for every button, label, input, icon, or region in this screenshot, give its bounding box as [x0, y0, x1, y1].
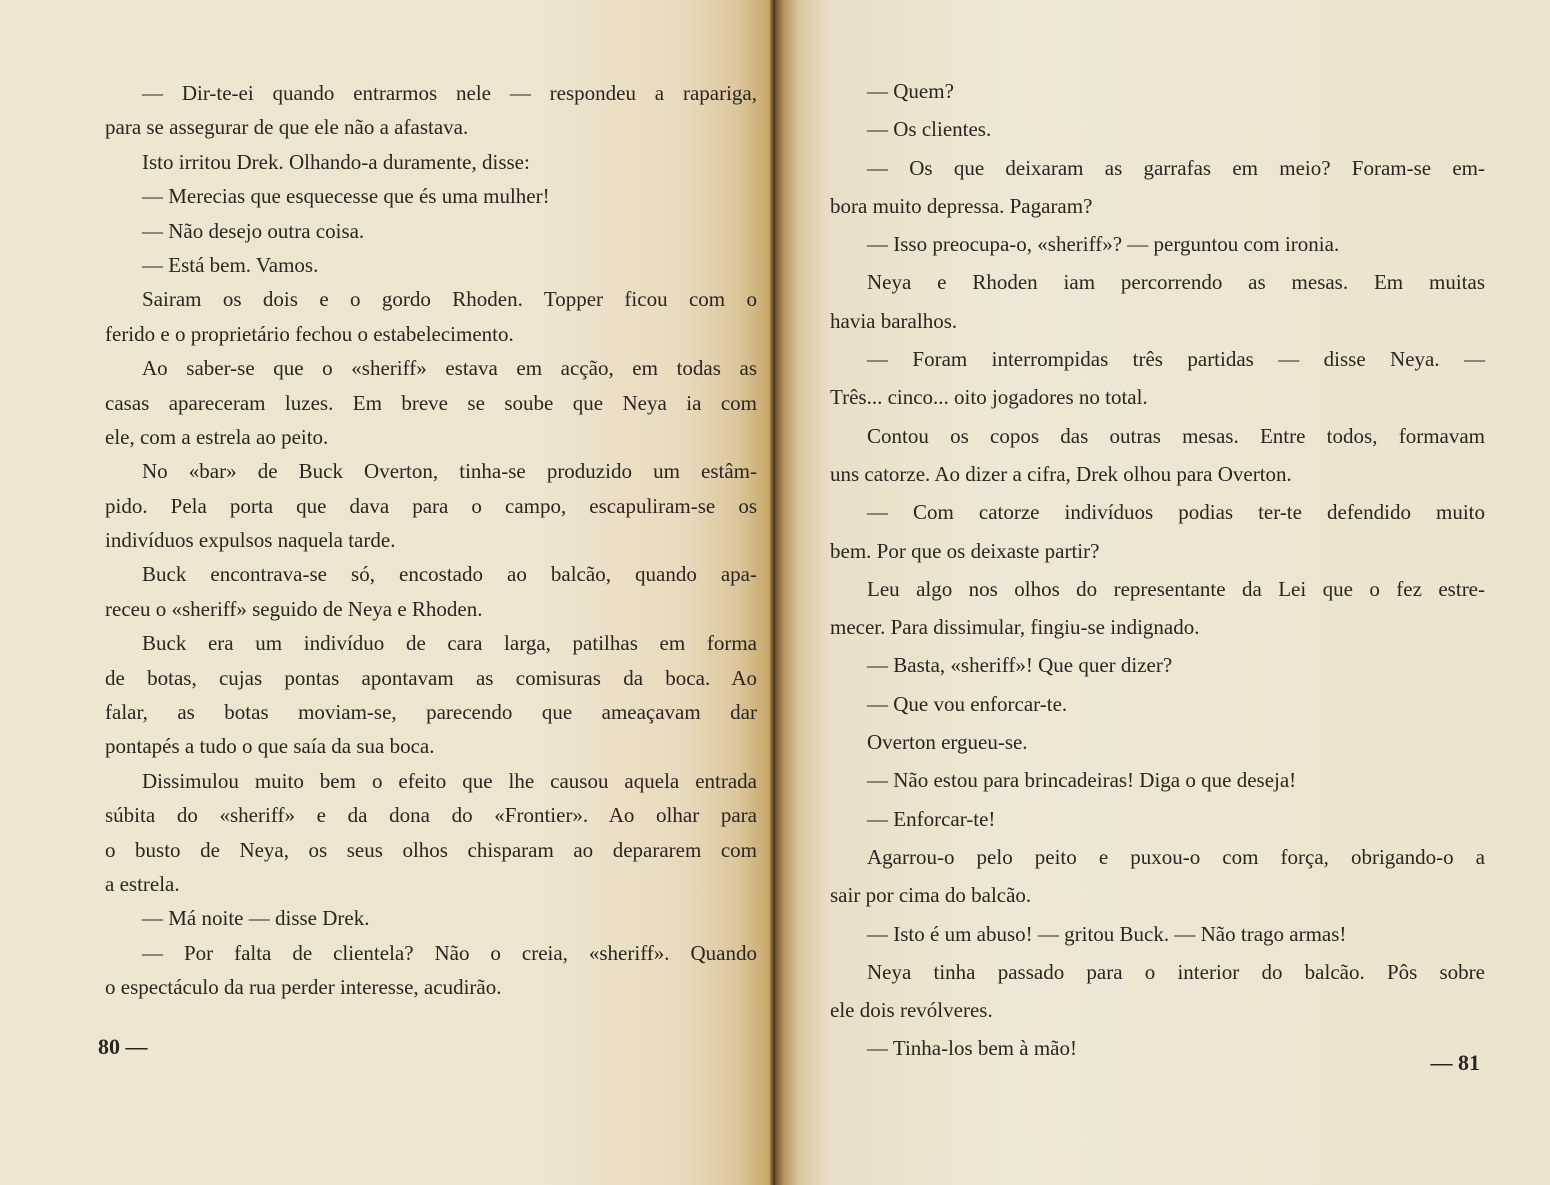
- text-line: pido. Pela porta que dava para o campo, escapuliram-se os: [105, 493, 757, 518]
- text-line: — Foram interrompidas três partidas — disse Neya. —: [867, 347, 1485, 372]
- text-line: Buck era um indivíduo de cara larga, patilhas em forma: [142, 631, 757, 656]
- text-line: mecer. Para dissimular, fingiu-se indignado.: [830, 615, 1200, 640]
- text-line: — Quem?: [867, 79, 954, 103]
- text-line: — Que vou enforcar-te.: [867, 691, 1068, 716]
- text-line: o espectáculo da rua perder interesse, acudirão.: [105, 975, 502, 1000]
- text-line: súbita do «sheriff» e da dona do «Frontier». Ao olhar para: [105, 803, 757, 828]
- text-line: bora muito depressa. Pagaram?: [830, 193, 1093, 218]
- text-line: — Com catorze indivíduos podias ter-te defendido muito: [867, 500, 1485, 525]
- text-line: uns catorze. Ao dizer a cifra, Drek olhou para Overton.: [830, 461, 1292, 486]
- text-line: — Não desejo outra coisa.: [142, 218, 365, 243]
- text-line: indivíduos expulsos naquela tarde.: [105, 528, 396, 553]
- page-number: 80 —: [98, 1034, 148, 1059]
- text-line: — Merecias que esquecesse que és uma mulher!: [142, 184, 550, 209]
- text-line: de botas, cujas pontas apontavam as comisuras da boca. Ao: [105, 665, 757, 690]
- text-line: Leu algo nos olhos do representante da Lei que o fez estre-: [867, 576, 1485, 601]
- text-line: bem. Por que os deixaste partir?: [830, 538, 1100, 563]
- text-line: pontapés a tudo o que saía da sua boca.: [105, 734, 435, 759]
- text-line: ferido e o proprietário fechou o estabelecimento.: [105, 321, 514, 346]
- text-line: a estrela.: [105, 871, 180, 896]
- text-line: — Por falta de clientela? Não o creia, «sheriff». Quando: [142, 940, 757, 965]
- text-line: — Os clientes.: [867, 117, 992, 142]
- text-line: Neya tinha passado para o interior do balcão. Pôs sobre: [867, 959, 1485, 984]
- text-line: Sairam os dois e o gordo Rhoden. Topper ficou com o: [142, 287, 757, 312]
- text-line: casas apareceram luzes. Em breve se soube que Neya ia com: [105, 390, 757, 415]
- text-line: havia baralhos.: [830, 308, 958, 333]
- text-line: Overton ergueu-se.: [867, 730, 1028, 755]
- text-line: — Tinha-los bem à mão!: [867, 1036, 1077, 1061]
- text-line: — Dir-te-ei quando entrarmos nele — respondeu a rapariga,: [142, 81, 757, 105]
- text-line: o busto de Neya, os seus olhos chisparam ao depararem com: [105, 837, 757, 862]
- text-line: — Está bem. Vamos.: [142, 252, 319, 277]
- book-spine: [770, 0, 778, 1185]
- text-line: — Isso preocupa-o, «sheriff»? — perguntou com ironia.: [867, 232, 1340, 257]
- text-line: Ao saber-se que o «sheriff» estava em acção, em todas as: [142, 356, 757, 381]
- text-line: para se assegurar de que ele não a afastava.: [105, 115, 469, 140]
- text-line: No «bar» de Buck Overton, tinha-se produzido um estâm-: [142, 459, 757, 484]
- text-line: — Os que deixaram as garrafas em meio? Foram-se em-: [867, 155, 1485, 180]
- text-line: sair por cima do balcão.: [830, 883, 1032, 908]
- text-line: Buck encontrava-se só, encostado ao balcão, quando apa-: [142, 562, 757, 587]
- text-line: falar, as botas moviam-se, parecendo que ameaçavam dar: [105, 700, 757, 725]
- text-line: Contou os copos das outras mesas. Entre todos, formavam: [867, 423, 1485, 448]
- text-line: — Enforcar-te!: [867, 806, 996, 831]
- text-line: — Não estou para brincadeiras! Diga o que deseja!: [867, 768, 1297, 793]
- right-page: [776, 0, 1550, 1185]
- left-page-text: [105, 76, 757, 1005]
- text-line: Neya e Rhoden iam percorrendo as mesas. Em muitas: [867, 270, 1485, 295]
- page-number: — 81: [1430, 1050, 1480, 1075]
- text-line: receu o «sheriff» seguido de Neya e Rhoden.: [105, 596, 483, 621]
- text-line: — Má noite — disse Drek.: [142, 906, 370, 931]
- text-line: Isto irritou Drek. Olhando-a duramente, disse:: [142, 149, 530, 174]
- text-line: ele dois revólveres.: [830, 998, 993, 1023]
- right-page-text: [830, 72, 1485, 1068]
- text-line: Três... cinco... oito jogadores no total.: [830, 385, 1148, 410]
- text-line: ele, com a estrela ao peito.: [105, 424, 329, 449]
- text-line: Dissimulou muito bem o efeito que lhe causou aquela entrada: [142, 768, 757, 793]
- text-line: — Basta, «sheriff»! Que quer dizer?: [867, 653, 1173, 678]
- text-line: — Isto é um abuso! — gritou Buck. — Não trago armas!: [867, 921, 1347, 946]
- text-line: Agarrou-o pelo peito e puxou-o com força, obrigando-o a: [867, 844, 1485, 869]
